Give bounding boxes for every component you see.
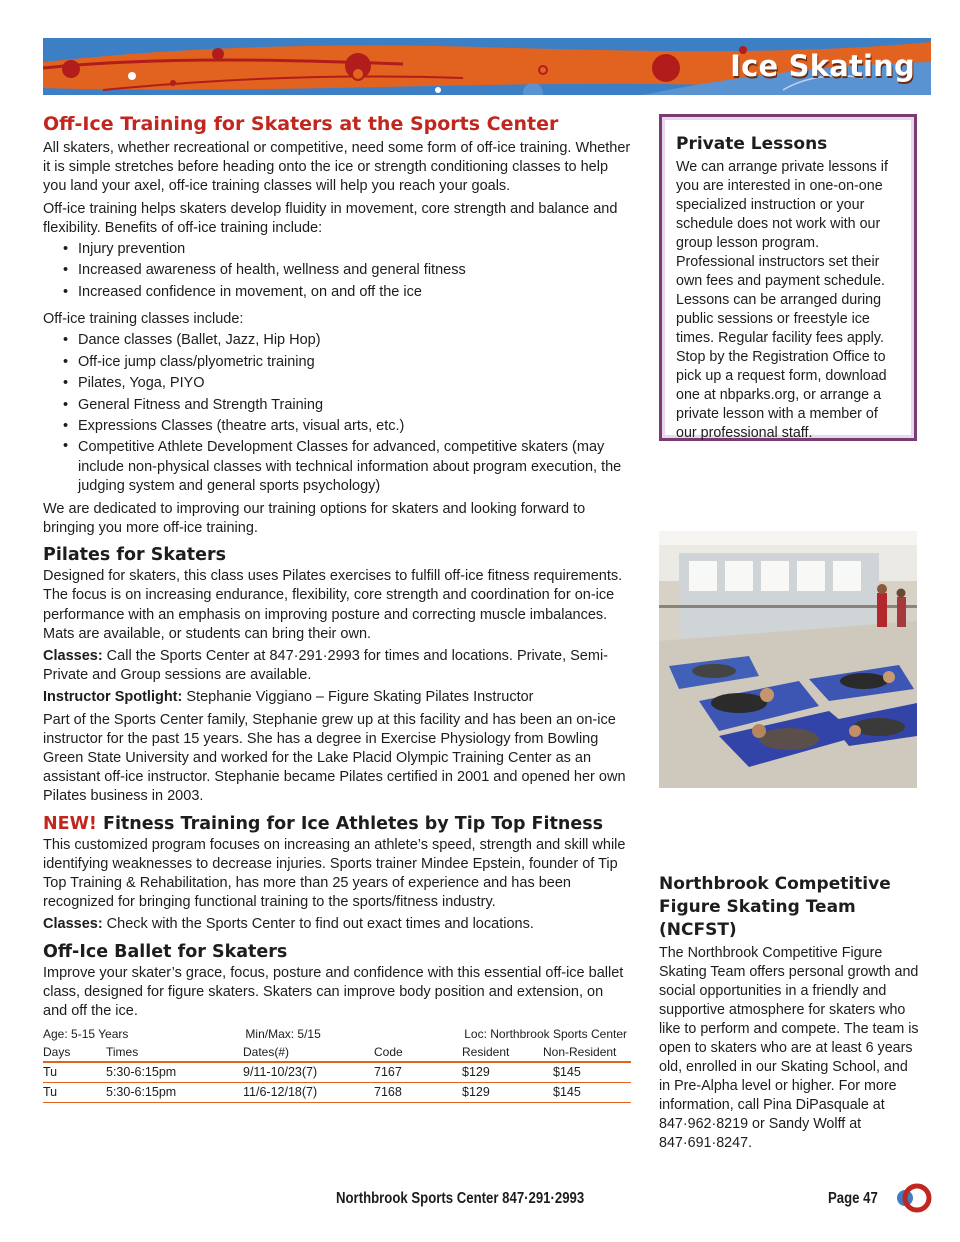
list-item: • Dance classes (Ballet, Jazz, Hip Hop) — [43, 330, 631, 351]
instructor-spotlight — [43, 688, 631, 707]
page-number: Page 47 — [828, 1190, 878, 1207]
ncfst-text: The Northbrook Competitive Figure Skating Team offers personal growth and social opportunities in a friendly and supportive atmosphere for skaters who like to perform and compete. The team is open to skaters who are at least 6 years old, enrolled in our Skating School, and in Pre-Alpha level or higher. For more information, call Pina DiPasquale at 847·962·8219 or Sandy Wolff at 847·691·8247. — [659, 945, 919, 1151]
table-cell: 9/11-10/23(7) — [243, 1062, 374, 1083]
column-header: Times — [106, 1043, 243, 1062]
fitness-classes — [43, 915, 631, 934]
list-item: • Pilates, Yoga, PIYO — [43, 373, 631, 394]
table-cell: Tu — [43, 1083, 106, 1103]
office-classes-intro: Off-ice training classes include: — [43, 311, 244, 328]
pilates-class-photo — [659, 531, 917, 788]
table-header-row — [43, 1043, 631, 1062]
list-item: • Expressions Classes (theatre arts, visual arts, etc.) — [43, 416, 631, 437]
column-header: Resident — [462, 1043, 543, 1062]
table-cell: $145 — [543, 1083, 631, 1103]
ballet-heading: Off-Ice Ballet for Skaters — [43, 941, 288, 962]
new-badge: NEW! — [43, 813, 97, 834]
table-cell: 7168 — [374, 1083, 462, 1103]
min-max: Min/Max: 5/15 — [245, 1027, 321, 1042]
table-cell: $129 — [462, 1083, 543, 1103]
classes-label: Classes: — [43, 916, 103, 933]
office-closing: We are dedicated to improving our training options for skaters and looking forward to bringing you more off-ice training. — [43, 500, 586, 536]
office-heading: Off-Ice Training for Skaters at the Sports Center — [43, 113, 559, 135]
benefits-list — [43, 239, 631, 303]
table-meta-row — [43, 1025, 631, 1043]
instructor-bio: Part of the Sports Center family, Stephanie grew up at this facility and has been an on-ice instructor for the past 15 years. She has a degree in Exercise Physiology from Bowling Green State University and worked for the Lake Placid Olympic Training Center as an assistant off-ice instructor. Stephanie became Pilates certified in 2001 and opened her own Pilates business in 2003. — [43, 711, 626, 805]
photo-illustration — [659, 531, 917, 788]
office-benefits-intro: Off-ice training helps skaters develop fluidity in movement, core strength and balance and flexibility. Benefits of off-ice training include: — [43, 200, 618, 236]
table-row — [43, 1083, 631, 1103]
classes-list — [43, 330, 631, 496]
table-cell: 5:30-6:15pm — [106, 1083, 243, 1103]
office-intro: All skaters, whether recreational or competitive, need some form of off-ice training. Whether it is simple stretches before heading onto the ice or strength conditioning classes to help you land your axel, off-ice training classes will help you reach your goals. — [43, 140, 631, 195]
list-item: • Competitive Athlete Development Classes for advanced, competitive skaters (may include non-physical classes with technical information about program execution, the judging system and general sports psychology) — [43, 437, 631, 496]
banner-title: Ice Skating — [730, 49, 915, 83]
table-cell: $145 — [543, 1062, 631, 1083]
age-range: Age: 5-15 Years — [43, 1027, 129, 1042]
location: Loc: Northbrook Sports Center — [464, 1027, 627, 1042]
fitness-heading — [43, 813, 631, 835]
private-lessons-heading: Private Lessons — [676, 134, 828, 154]
ballet-schedule-table — [43, 1025, 631, 1103]
pilates-description: Designed for skaters, this class uses Pilates exercises to fulfill off-ice fitness requirements. The focus is on increasing endurance, flexibility, core strength and coordination for on-ice performance with an emphasis on improving posture and correcting muscle imbalances. Mats are available, or students can bring their own. — [43, 568, 623, 642]
private-lessons-box — [659, 114, 917, 441]
private-lessons-text: We can arrange private lessons if you are interested in one-on-one specialized instruction or your schedule does not work with our group lesson program. Professional instructors set their own fees and payment schedule. Lessons can be arranged during public sessions or freestyle ice times. Regular facility fees apply. Stop by the Registration Office to pick up a request form, download one at nbparks.org, or arrange a private lesson with a member of our professional staff. — [676, 159, 888, 441]
pilates-classes — [43, 647, 631, 685]
table-cell: 11/6-12/18(7) — [243, 1083, 374, 1103]
column-header: Code — [374, 1043, 462, 1062]
fitness-title: Fitness Training for Ice Athletes by Tip Top Fitness — [96, 813, 604, 834]
list-item: • General Fitness and Strength Training — [43, 395, 631, 416]
table-cell: Tu — [43, 1062, 106, 1083]
classes-label: Classes: — [43, 647, 103, 664]
list-item: • Increased awareness of health, wellness and general fitness — [43, 260, 631, 281]
classes-text: Call the Sports Center at 847·291·2993 for times and locations. Private, Semi-Private and Group sessions are available. — [43, 647, 608, 684]
pilates-heading: Pilates for Skaters — [43, 545, 227, 566]
list-item: • Increased confidence in movement, on and off the ice — [43, 282, 631, 303]
spotlight-text: Stephanie Viggiano – Figure Skating Pilates Instructor — [182, 689, 534, 706]
column-header: Dates(#) — [243, 1043, 374, 1062]
ncfst-section — [659, 873, 921, 1153]
table-cell: 5:30-6:15pm — [106, 1062, 243, 1083]
ncfst-heading: Northbrook Competitive Figure Skating Team (NCFST) — [659, 874, 891, 940]
spotlight-label: Instructor Spotlight: — [43, 689, 183, 706]
footer-center-text: Northbrook Sports Center 847·291·2993 — [336, 1190, 585, 1207]
main-column — [43, 112, 631, 1103]
ballet-description: Improve your skater’s grace, focus, posture and confidence with this essential off-ice ballet class, designed for figure skaters. Skaters can improve body position and extension, on and off the ice. — [43, 964, 624, 1019]
table-cell: $129 — [462, 1062, 543, 1083]
table-row — [43, 1062, 631, 1083]
column-header: Non-Resident — [543, 1043, 631, 1062]
list-item: • Injury prevention — [43, 239, 631, 260]
classes-text: Check with the Sports Center to find out exact times and locations. — [102, 916, 534, 933]
table-cell: 7167 — [374, 1062, 462, 1083]
column-header: Days — [43, 1043, 106, 1062]
list-item: • Off-ice jump class/plyometric training — [43, 352, 631, 373]
fitness-description: This customized program focuses on increasing an athlete’s speed, strength and skill while identifying weaknesses to decrease injuries. Sports trainer Mindee Epstein, founder of Tip Top Training & Rehabilitation, has more than 25 years of experience and has been recognized for bringing functional training to the sports/fitness industry. — [43, 836, 626, 911]
footer-swirl-icon — [893, 1182, 933, 1214]
header-banner — [43, 38, 931, 95]
